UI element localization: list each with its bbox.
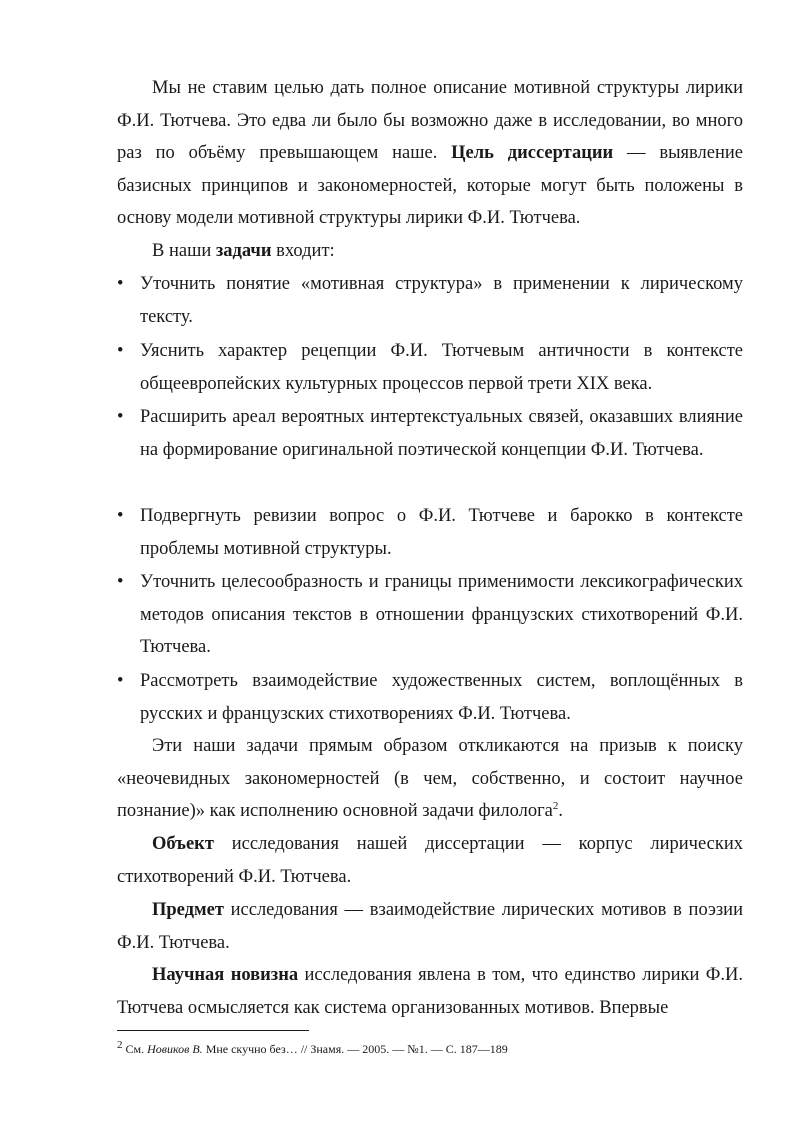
footnote-text: Мне скучно без… // Знамя. — 2005. — №1. — С. 187—189 <box>202 1042 508 1056</box>
paragraph-novelty-rest: исследования явлена в том, что единство лирики Ф.И. Тютчева осмысляется как система организованных мотивов. Впервые <box>117 965 743 1018</box>
object-term: Объект <box>152 834 214 854</box>
list-item <box>117 335 743 400</box>
tasks-term: задачи <box>215 241 272 261</box>
list-item <box>117 566 743 664</box>
list-item <box>117 665 743 730</box>
footnote-pre: См. <box>122 1042 148 1056</box>
bullet-icon: • <box>117 572 124 592</box>
list-item <box>117 268 743 333</box>
paragraph-goal-rest: — выявление базисных принципов и закономерностей, которые могут быть положены в основу модели мотивной структуры лирики Ф.И. Тютчева. <box>117 143 743 229</box>
paragraph-call <box>117 730 743 828</box>
paragraph-call-end: . <box>558 801 564 822</box>
list-item-text: Уточнить целесообразность и границы применимости лексикографических методов описания текстов в отношении французских стихотворений Ф.И. Тютчева. <box>140 572 743 658</box>
tasks-intro-post: входит: <box>271 241 335 261</box>
bullet-icon: • <box>117 341 124 361</box>
bullet-icon: • <box>117 506 124 526</box>
list-item-text: Подвергнуть ревизии вопрос о Ф.И. Тютчеве и барокко в контексте проблемы мотивной структуры. <box>140 506 743 559</box>
list-item-text: Расширить ареал вероятных интертекстуальных связей, оказавших влияние на формирование оригинальной поэтической концепции Ф.И. Тютчева. <box>140 407 743 460</box>
bullet-icon: • <box>117 671 124 691</box>
paragraph-call-text: Эти наши задачи прямым образом откликаются на призыв к поиску «неочевидных закономерностей (в чем, собственно, и состоит научное познание)» как исполнению основной задачи филолога <box>117 736 743 822</box>
list-item-text: Уяснить характер рецепции Ф.И. Тютчевым античности в контексте общеевропейских культурных процессов первой трети XIX века. <box>140 341 743 394</box>
paragraph-subject <box>117 894 743 959</box>
paragraph-tasks-intro <box>117 235 743 268</box>
subject-term: Предмет <box>152 900 224 920</box>
paragraph-object <box>117 828 743 893</box>
list-item-text: Уточнить понятие «мотивная структура» в применении к лирическому тексту. <box>140 274 743 327</box>
footnote-divider <box>117 1030 309 1031</box>
paragraph-goal-text: Мы не ставим целью дать полное описание мотивной структуры лирики Ф.И. Тютчева. Это едва ли было бы возможно даже в исследовании, во много раз по объёму превышающем наше. <box>117 78 743 164</box>
footnote <box>117 1041 743 1057</box>
list-item <box>117 401 743 466</box>
footnote-author: Новиков В. <box>147 1042 203 1056</box>
footnote-ref[interactable]: 2 <box>552 800 559 813</box>
paragraph-object-rest: исследования нашей диссертации — корпус лирических стихотворений Ф.И. Тютчева. <box>117 834 743 887</box>
novelty-term: Научная новизна <box>152 965 299 985</box>
paragraph-novelty <box>117 959 743 1024</box>
list-item <box>117 500 743 565</box>
paragraph-goal <box>117 72 743 235</box>
bullet-icon: • <box>117 407 124 427</box>
paragraph-subject-rest: исследования — взаимодействие лирических мотивов в поэзии Ф.И. Тютчева. <box>117 900 743 953</box>
tasks-intro-pre: В наши <box>152 241 216 261</box>
bullet-icon: • <box>117 274 124 294</box>
list-item-text: Рассмотреть взаимодействие художественных систем, воплощённых в русских и французских стихотворениях Ф.И. Тютчева. <box>140 671 743 724</box>
goal-term: Цель диссертации <box>451 143 614 164</box>
footnote-number: 2 <box>117 1039 123 1051</box>
